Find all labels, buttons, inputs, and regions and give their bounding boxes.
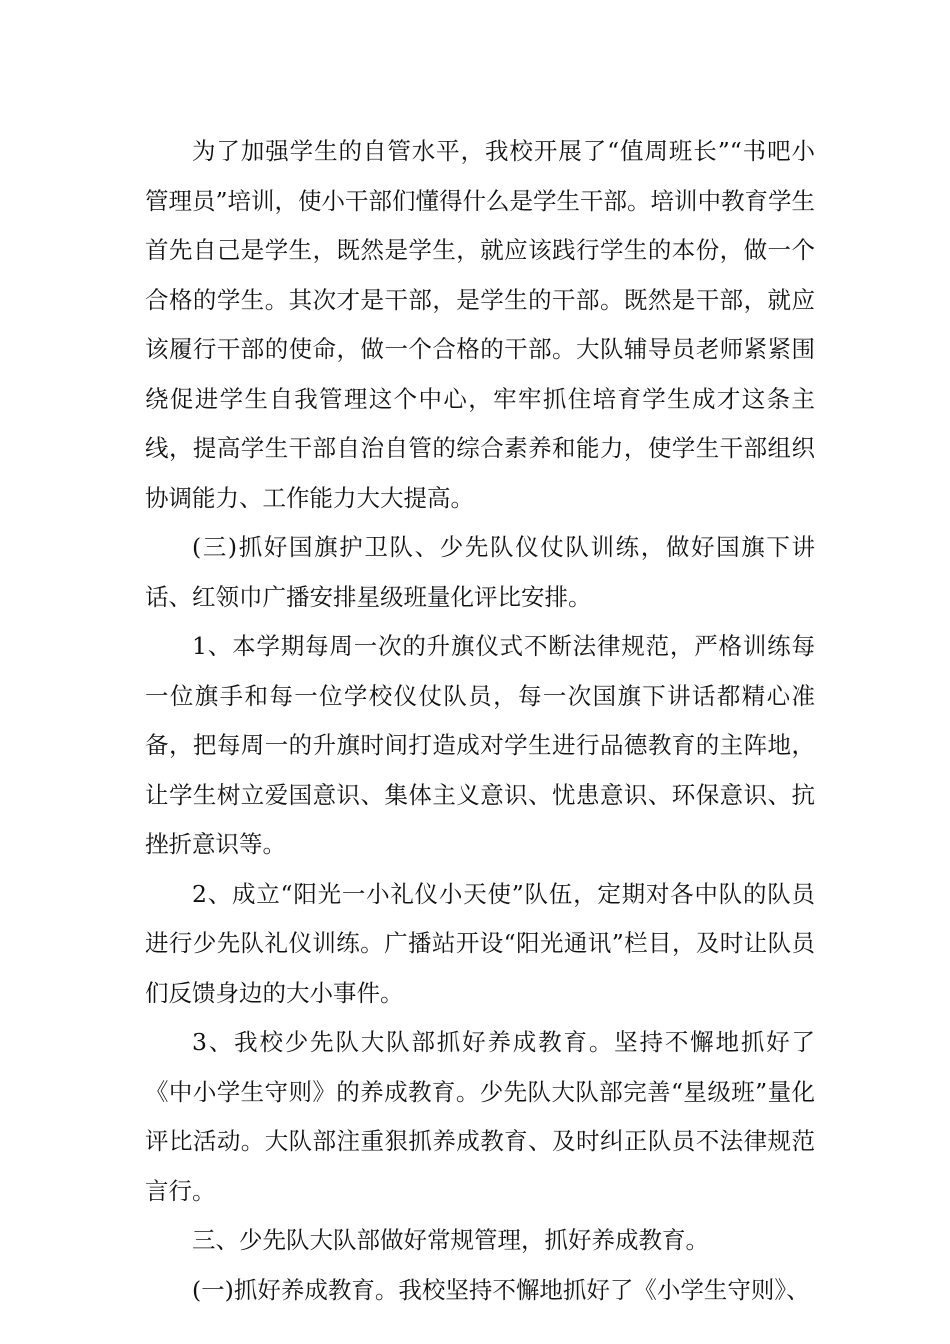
paragraph-habit-education: 3、我校少先队大队部抓好养成教育。坚持不懈地抓好了《中小学生守则》的养成教育。少先队大队部完善“星级班”量化评比活动。大队部注重狠抓养成教育、及时纠正队员不法律规范言行。 (145, 1028, 815, 1205)
paragraph-flag-raising-ceremony: 1、本学期每周一次的升旗仪式不断法律规范，严格训练每一位旗手和每一位学校仪仗队员，每一次国旗下讲话都精心准备，把每周一的升旗时间打造成对学生进行品德教育的主阵地，让学生树立爱国意识、集体主义意识、忧患意识、环保意识、抗挫折意识等。 (145, 632, 815, 858)
paragraph-etiquette-angels: 2、成立“阳光一小礼仪小天使”队伍，定期对各中队的队员进行少先队礼仪训练。广播站开设“阳光通讯”栏目，及时让队员们反馈身边的大小事件。 (145, 879, 815, 1007)
document-body (145, 127, 815, 1315)
paragraph-habit-formation: (一)抓好养成教育。我校坚持不懈地抓好了《小学生守则》、 (192, 1275, 810, 1304)
paragraph-student-self-management: 为了加强学生的自管水平，我校开展了“值周班长”“书吧小管理员”培训，使小干部们懂得什么是学生干部。培训中教育学生首先自己是学生，既然是学生，就应该践行学生的本份，做一个合格的学生。其次才是干部，是学生的干部。既然是干部，就应该履行干部的使命，做一个合格的干部。大队辅导员老师紧紧围绕促进学生自我管理这个中心，牢牢抓住培育学生成才这条主线，提高学生干部自治自管的综合素养和能力，使学生干部组织协调能力、工作能力大大提高。 (145, 137, 816, 512)
section-heading-routine-management: 三、少先队大队部做好常规管理，抓好养成教育。 (192, 1226, 709, 1254)
paragraph-flag-guard-training: (三)抓好国旗护卫队、少先队仪仗队训练，做好国旗下讲话、红领巾广播安排星级班量化评比安排。 (145, 533, 815, 611)
